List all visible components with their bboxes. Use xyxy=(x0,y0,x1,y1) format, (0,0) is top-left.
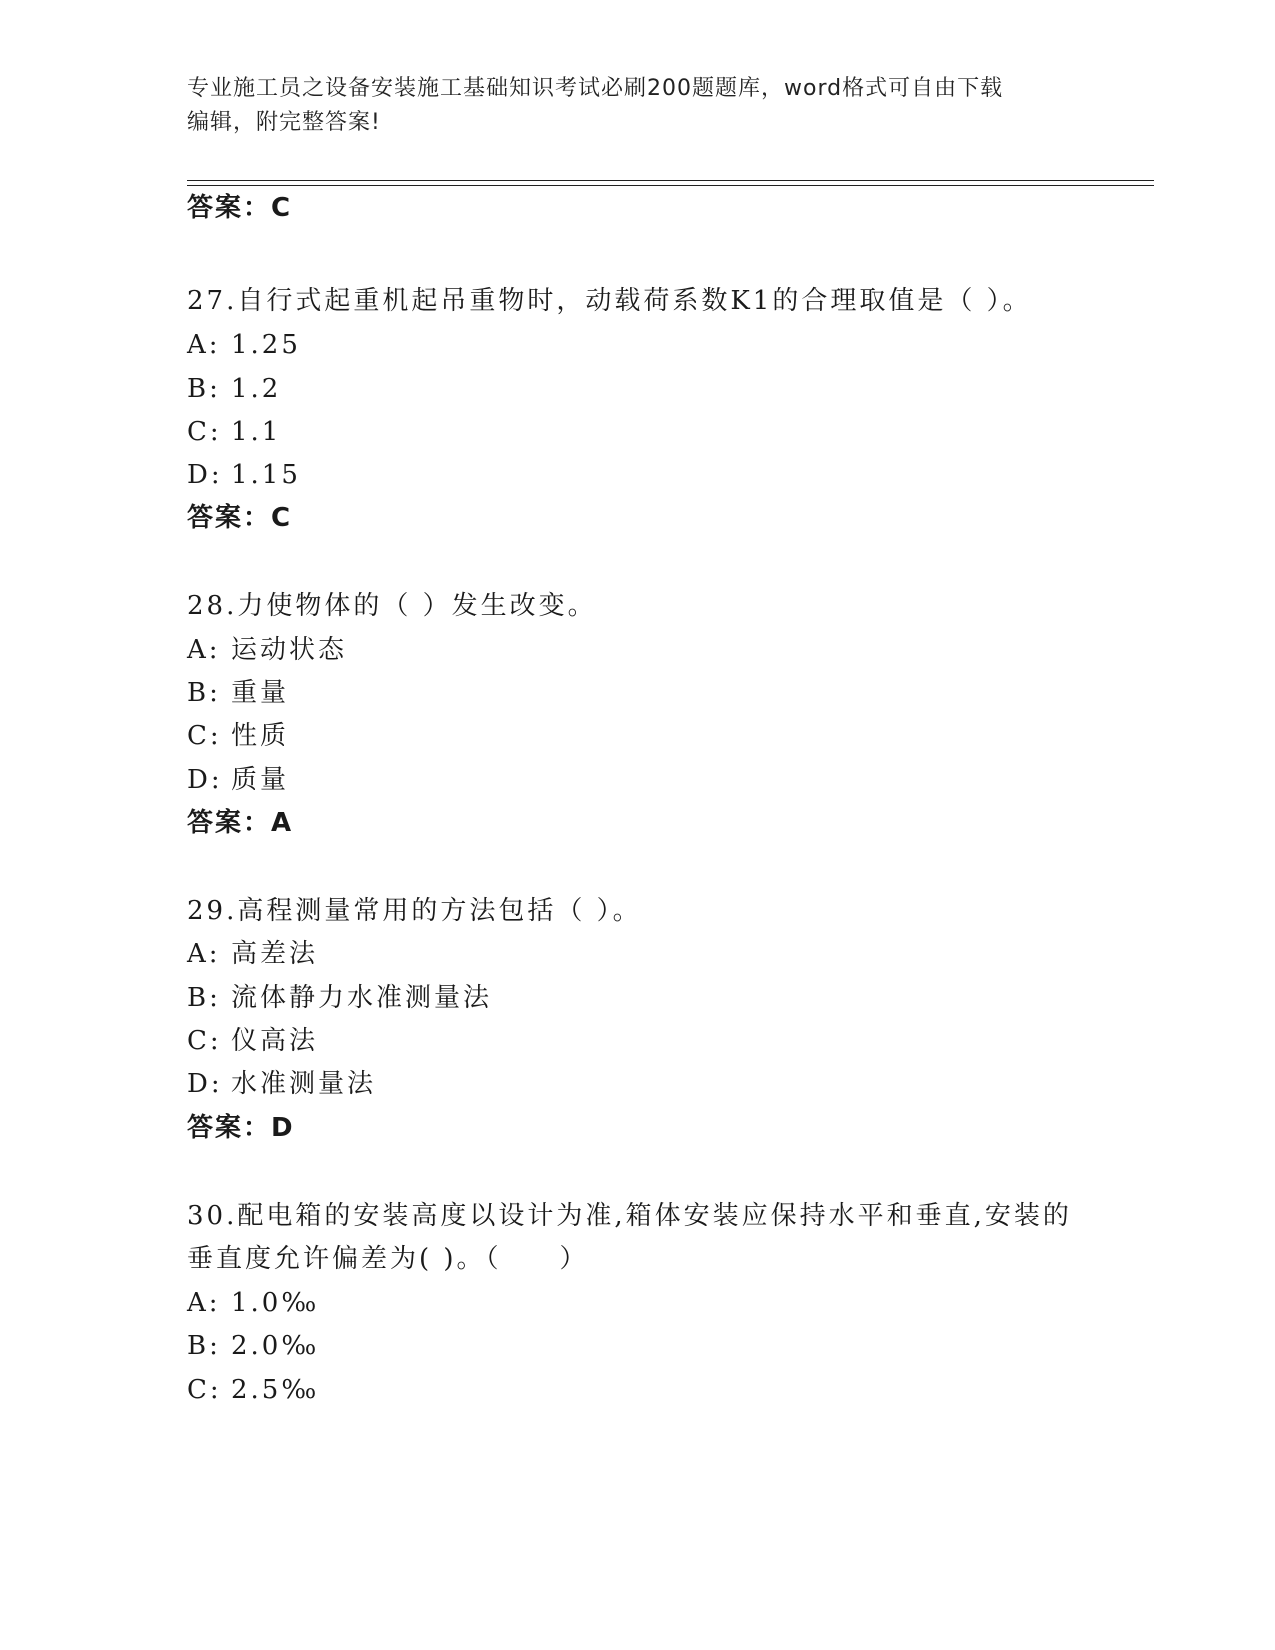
question-28-option-c: C: 性质 xyxy=(187,721,290,751)
question-29-option-a: A: 高差法 xyxy=(187,939,319,969)
question-28-option-d: D: 质量 xyxy=(187,765,290,795)
question-27-option-b: B: 1.2 xyxy=(187,374,282,404)
question-29-option-b: B: 流体静力水准测量法 xyxy=(187,983,493,1013)
document-header xyxy=(187,72,1077,140)
question-30-stem-line-2: 垂直度允许偏差为( )。（ ） xyxy=(187,1244,589,1274)
header-rule-top xyxy=(187,180,1154,181)
question-28-stem: 28.力使物体的（ ）发生改变。 xyxy=(187,591,597,621)
question-29-option-d: D: 水准测量法 xyxy=(187,1069,377,1099)
question-30-stem-line-1: 30.配电箱的安装高度以设计为准,箱体安装应保持水平和垂直,安装的 xyxy=(187,1201,1072,1231)
question-28-answer: 答案：A xyxy=(187,808,294,838)
question-28-option-b: B: 重量 xyxy=(187,678,290,708)
question-27-option-c: C: 1.1 xyxy=(187,417,282,447)
question-27-option-a: A: 1.25 xyxy=(187,330,301,360)
question-30-option-a: A: 1.0‰ xyxy=(187,1288,320,1318)
question-29-option-c: C: 仪高法 xyxy=(187,1026,319,1056)
question-27-stem: 27.自行式起重机起吊重物时，动载荷系数K1的合理取值是（ ）。 xyxy=(187,286,1032,316)
question-27-answer: 答案：C xyxy=(187,503,293,533)
question-28-option-a: A: 运动状态 xyxy=(187,635,348,665)
header-line-1: 专业施工员之设备安装施工基础知识考试必刷200题题库，word格式可自由下载 xyxy=(187,76,1004,101)
header-line-2: 编辑，附完整答案! xyxy=(187,110,381,135)
question-30-option-b: B: 2.0‰ xyxy=(187,1331,320,1361)
previous-answer: 答案：C xyxy=(187,193,293,223)
question-27-option-d: D: 1.15 xyxy=(187,460,301,490)
header-rule-bottom xyxy=(187,185,1154,186)
question-30-option-c: C: 2.5‰ xyxy=(187,1375,320,1405)
question-29-stem: 29.高程测量常用的方法包括（ ）。 xyxy=(187,896,642,926)
question-29-answer: 答案：D xyxy=(187,1113,295,1143)
